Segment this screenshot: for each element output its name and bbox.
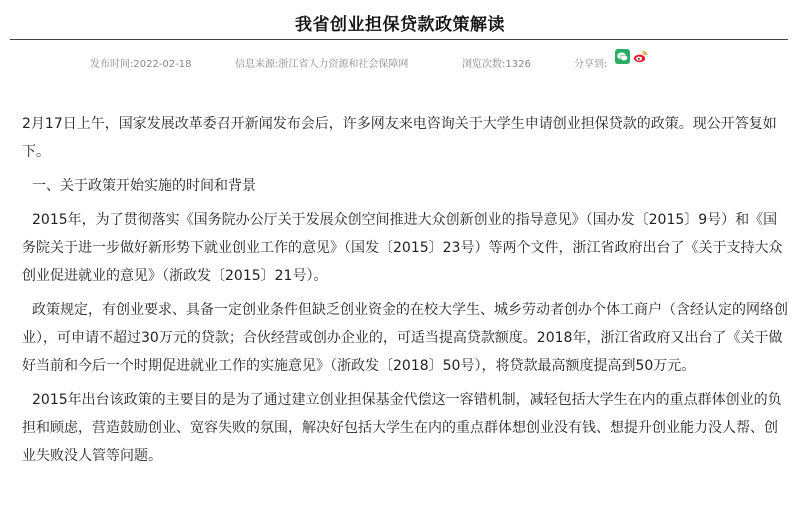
info-source: 信息来源:浙江省人力资源和社会保障网 [235, 59, 409, 70]
paragraph-purpose: 2015年出台该政策的主要目的是为了通过建立创业担保基金代偿这一容错机制，减轻包括大学生在内的重点群体创业的负担和顾虑，营造鼓励创业、宽容失败的氛围，解决好包括大学生在内的重点群体想创业没有钱、想提升创业能力没人帮、创业失败没人管等问题。 [22, 392, 782, 464]
title-divider [10, 39, 788, 40]
paragraph-background: 2015年，为了贯彻落实《国务院办公厅关于发展众创空间推进大众创新创业的指导意见》（国办发〔2015〕9号）和《国务院关于进一步做好新形势下就业创业工作的意见》（国发〔2015〕23号）等两个文件，浙江省政府出台了《关于支持大众创业促进就业的意见》（浙政发〔2015〕21号）。 [22, 212, 783, 284]
share-label: 分享到: [574, 59, 608, 70]
publish-time: 发布时间:2022-02-18 [90, 59, 192, 70]
weibo-icon[interactable] [633, 49, 648, 64]
article-body [22, 110, 788, 476]
section-heading: 一、关于政策开始实施的时间和背景 [32, 178, 256, 194]
paragraph-policy: 政策规定，有创业要求、具备一定创业条件但缺乏创业资金的在校大学生、城乡劳动者创办个体工商户（含经认定的网络创业），可申请不超过30万元的贷款；合伙经营或创办企业的，可适当提高贷款额度。2018年，浙江省政府又出台了《关于做好当前和今后一个时期促进就业工作的实施意见》（浙政发〔2018〕50号），将贷款最高额度提高到50万元。 [22, 302, 788, 374]
paragraph-intro: 2月17日上午，国家发展改革委召开新闻发布会后，许多网友来电咨询关于大学生申请创业担保贷款的政策。现公开答复如下。 [22, 116, 777, 160]
wechat-icon[interactable] [615, 49, 630, 64]
article-title: 我省创业担保贷款政策解读 [295, 15, 505, 35]
view-count: 浏览次数:1326 [462, 59, 531, 70]
